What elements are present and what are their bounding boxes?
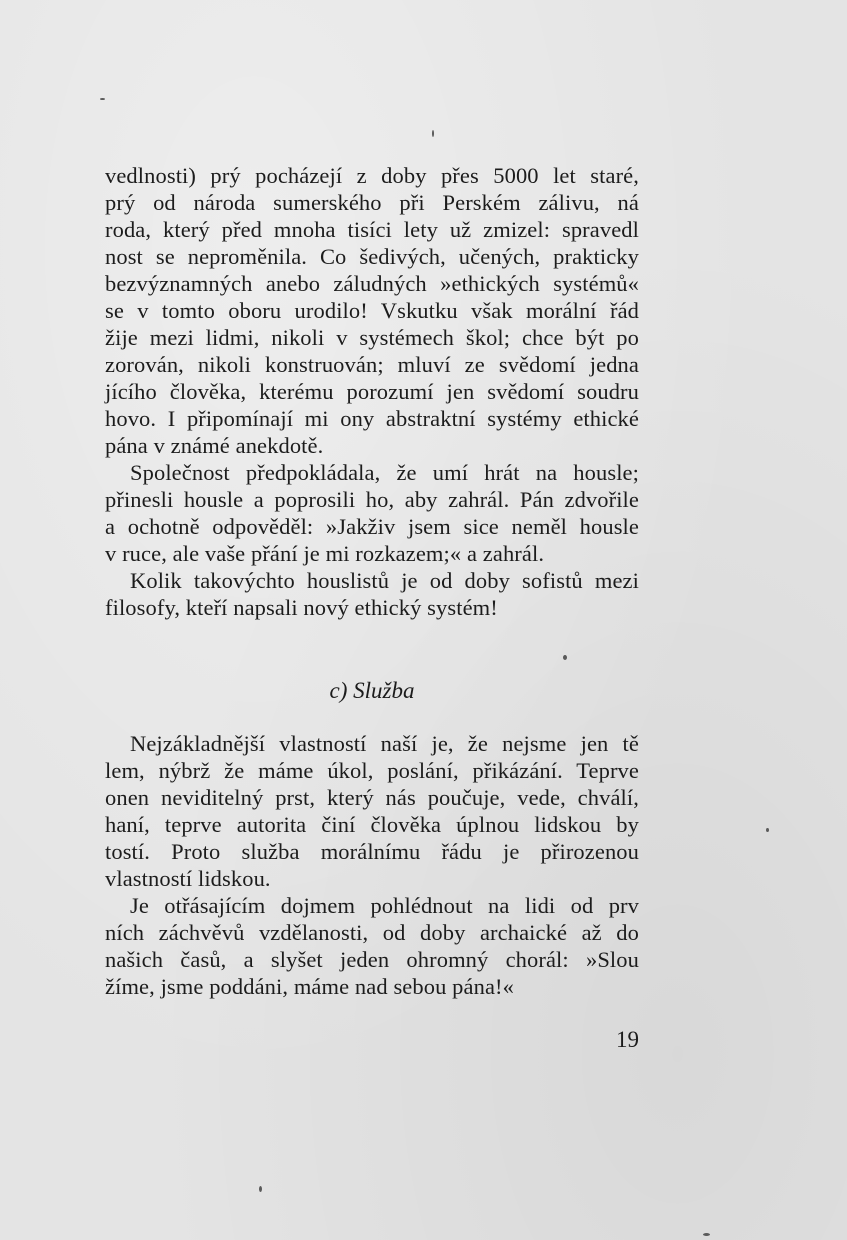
text-line: Společnost předpokládala, že umí hrát na housle; bbox=[130, 460, 639, 485]
text-line: pána v známé anekdotě. bbox=[105, 433, 324, 458]
text-line: vedlnosti) prý pocházejí z doby přes 5000 let staré, bbox=[105, 163, 639, 188]
text-line: bezvýznamných anebo záludných »ethických systémů« bbox=[105, 271, 639, 296]
text-line: se v tomto oboru urodilo! Vskutku však morální řád bbox=[105, 298, 639, 323]
paper-speck bbox=[259, 1186, 262, 1192]
text-line: Nejzákladnější vlastností naší je, že nejsme jen tě bbox=[130, 731, 639, 756]
text-line: žíme, jsme poddáni, máme nad sebou pána!« bbox=[105, 974, 514, 999]
text-line: a ochotně odpověděl: »Jakživ jsem sice neměl housle bbox=[105, 514, 639, 539]
text-line: Kolik takovýchto houslistů je od doby sofistů mezi bbox=[130, 568, 639, 593]
text-line: filosofy, kteří napsali nový ethický systém! bbox=[105, 595, 498, 620]
text-line: onen neviditelný prst, který nás poučuje, vede, chválí, bbox=[105, 785, 639, 810]
text-line: lem, nýbrž že máme úkol, poslání, přikázání. Teprve bbox=[105, 758, 639, 783]
text-line: v ruce, ale vaše přání je mi rozkazem;« a zahrál. bbox=[105, 541, 545, 566]
paper-speck bbox=[100, 98, 105, 100]
text-line: haní, teprve autorita činí člověka úplnou lidskou by bbox=[105, 812, 639, 837]
text-line: prý od národa sumerského při Perském zálivu, ná bbox=[105, 190, 639, 215]
paper-speck bbox=[703, 1233, 710, 1236]
text-line: Je otřásajícím dojmem pohlédnout na lidi od prv bbox=[130, 893, 639, 918]
text-line: ních záchvěvů vzdělanosti, od doby archaické až do bbox=[105, 920, 639, 945]
text-line: jícího člověka, kterému porozumí jen svědomí soudru bbox=[105, 379, 639, 404]
text-line: žije mezi lidmi, nikoli v systémech škol; chce být po bbox=[105, 325, 639, 350]
paper-speck bbox=[432, 130, 434, 137]
page-number: 19 bbox=[616, 1027, 639, 1052]
text-line: tostí. Proto služba morálnímu řádu je přirozenou bbox=[105, 839, 639, 864]
text-line: našich časů, a slyšet jeden ohromný chorál: »Slou bbox=[105, 947, 639, 972]
text-line: vlastností lidskou. bbox=[105, 866, 271, 891]
paper-speck bbox=[766, 828, 769, 832]
text-line: zorován, nikoli konstruován; mluví ze svědomí jedna bbox=[105, 352, 639, 377]
section-heading: c) Služba bbox=[329, 678, 415, 703]
text-line: hovo. I připomínají mi ony abstraktní systémy ethické bbox=[105, 406, 639, 431]
text-line: roda, který před mnoha tisíci lety už zmizel: spravedl bbox=[105, 217, 639, 242]
text-line: přinesli housle a poprosili ho, aby zahrál. Pán zdvořile bbox=[105, 487, 639, 512]
text-line: nost se neproměnila. Co šedivých, učených, prakticky bbox=[105, 244, 639, 269]
paper-speck bbox=[563, 655, 567, 660]
